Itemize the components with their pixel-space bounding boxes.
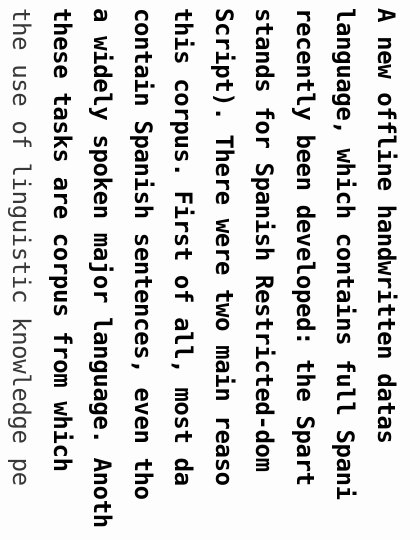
text-line-9: these tasks are corpus from which (48, 8, 76, 472)
text-line-7: contain Spanish sentences, even tho (129, 8, 157, 500)
text-line-5: Script). There were two main reaso (210, 8, 238, 486)
text-line-3: recently been developed: the Spart (291, 8, 319, 486)
text-line-10: the use of linguistic knowledge pe (7, 8, 36, 486)
text-line-1: A new offline handwritten datas (372, 8, 400, 444)
text-line-2: language, which contains full Spani (331, 8, 360, 500)
text-line-6: this corpus. First of all, most da (169, 8, 198, 486)
text-line-4: stands for Spanish Restricted-dom (250, 8, 279, 472)
text-line-8: a widely spoken major language. Anoth (88, 8, 117, 528)
